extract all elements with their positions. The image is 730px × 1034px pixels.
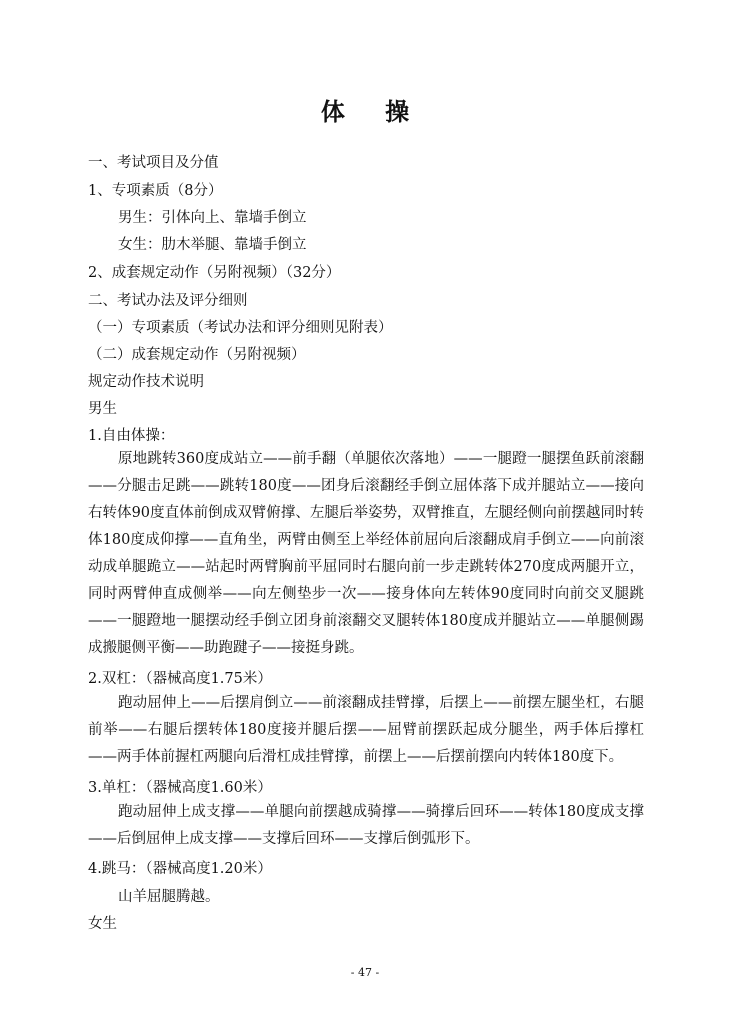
page-number: - 47 -	[350, 966, 380, 979]
subsection-1: （一）专项素质（考试办法和评分细则见附表）	[88, 320, 393, 336]
item-1-heading: 1、专项素质（8分）	[88, 183, 223, 199]
floor-heading: 1.自由体操：	[88, 428, 175, 444]
section-heading-2: 二、考试办法及评分细则	[88, 293, 248, 309]
tech-description-heading: 规定动作技术说明	[88, 374, 204, 390]
floor-paragraph: 原地跳转360度成站立——前手翻（单腿依次落地）——一腿蹬一腿摆鱼跃前滚翻——分腿击足跳——跳转180度——团身后滚翻经手倒立屈体落下成并腿站立——接向右转体90度直体前倒成双臂俯撑、左腿后举姿势，双臂推直，左腿经侧向前摆越同时转体180度成仰撑——直角坐，两臂由侧至上举经体前屈向后滚翻成肩手倒立——向前滚动成单腿跪立——站起时两臂胸前平屈同时右腿向前一步走跳转体270度成两腿开立，同时两臂伸直成侧举——向左侧垫步一次——接身体向左转体90度同时向前交叉腿跳——一腿蹬地一腿摆动经手倒立团身前滚翻交叉腿转体180度成并腿站立——单腿侧踢成搬腿侧平衡——助跑踺子——接挺身跳。	[88, 451, 644, 656]
parallel-bars-heading: 2.双杠：（器械高度1.75米）	[88, 671, 272, 687]
vault-heading: 4.跳马：（器械高度1.20米）	[88, 861, 272, 877]
item-2-heading: 2、成套规定动作（另附视频）（32分）	[88, 265, 341, 281]
section-heading-1: 一、考试项目及分值	[88, 155, 219, 171]
male-items: 男生：引体向上、靠墙手倒立	[118, 210, 307, 226]
high-bar-paragraph: 跑动屈伸上成支撑——单腿向前摆越成骑撑——骑撑后回环——转体180度成支撑——后倒屈伸上成支撑——支撑后回环——支撑后倒弧形下。	[88, 804, 644, 847]
high-bar-heading: 3.单杠：（器械高度1.60米）	[88, 780, 272, 796]
page-title: 体 操	[320, 97, 426, 126]
female-items: 女生：肋木举腿、靠墙手倒立	[118, 237, 307, 253]
parallel-bars-paragraph: 跑动屈伸上——后摆肩倒立——前滚翻成挂臂撑，后摆上——前摆左腿坐杠，右腿前举——右腿后摆转体180度接并腿后摆——屈臂前摆跃起成分腿坐，两手体后撑杠——两手体前握杠两腿向后滑杠成挂臂撑，前摆上——后摆前摆向内转体180度下。	[88, 695, 644, 765]
male-heading: 男生	[88, 401, 117, 417]
subsection-2: （二）成套规定动作（另附视频）	[88, 347, 306, 363]
female-heading: 女生	[88, 916, 117, 932]
vault-description: 山羊屈腿腾越。	[118, 889, 220, 905]
